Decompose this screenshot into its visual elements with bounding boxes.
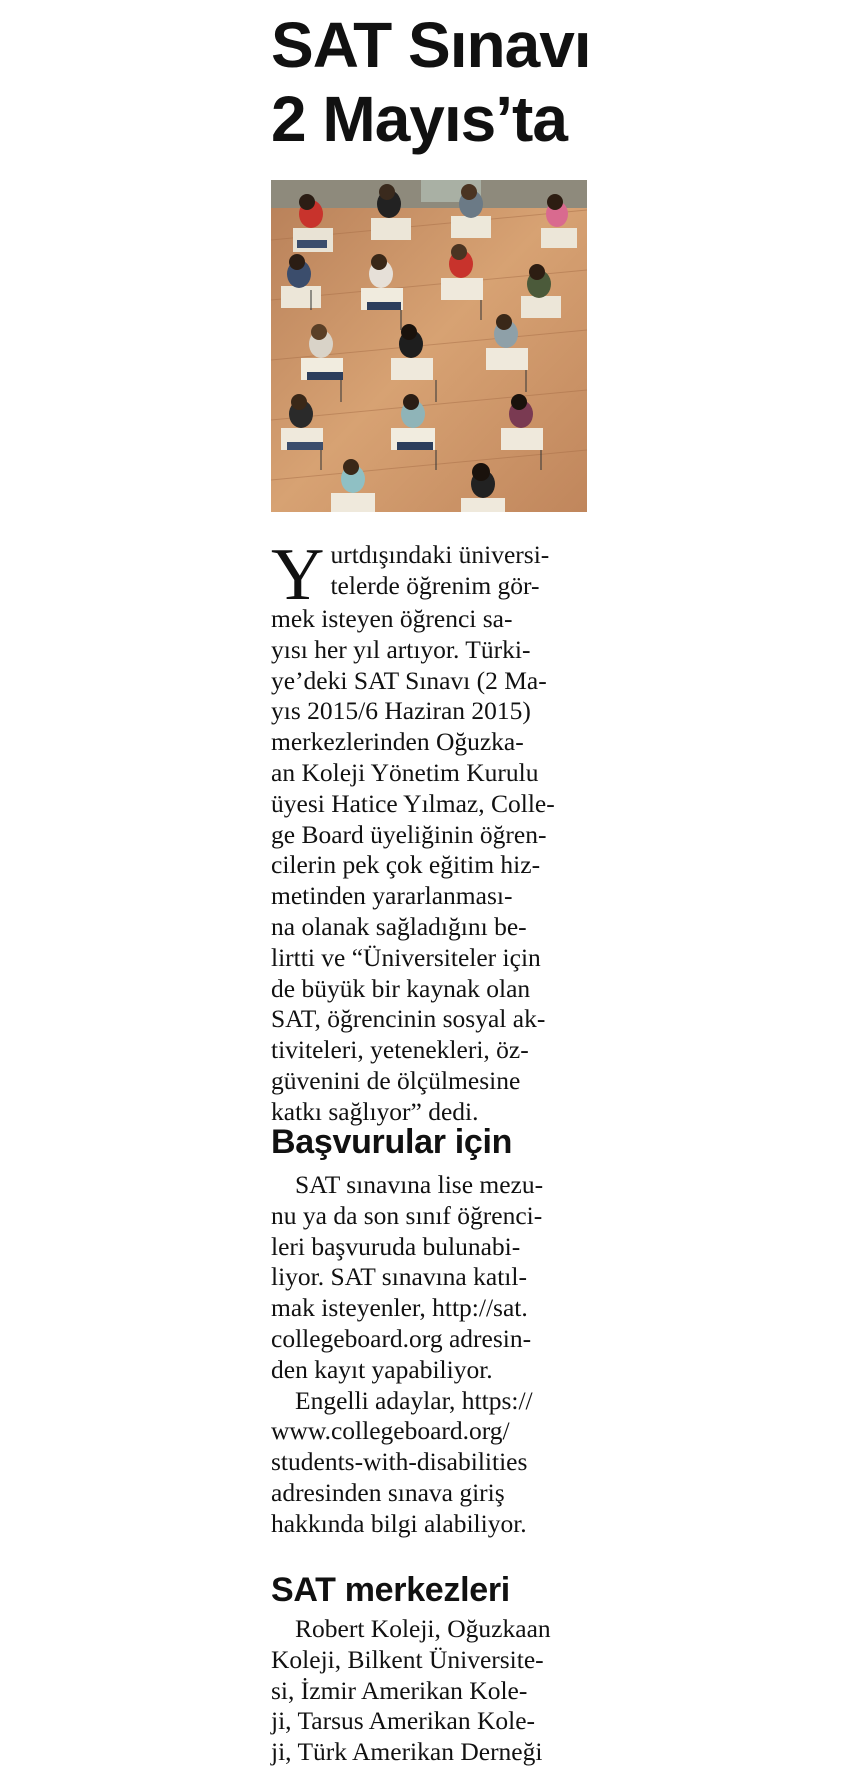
section-line: adresinden sınava giriş bbox=[271, 1477, 505, 1507]
section-line: nu ya da son sınıf öğrenci- bbox=[271, 1200, 543, 1230]
intro-line: an Koleji Yönetim Kurulu bbox=[271, 757, 539, 787]
intro-line: tiviteleri, yetenekleri, öz- bbox=[271, 1035, 529, 1065]
intro-line: na olanak sağladığını be- bbox=[271, 911, 527, 941]
section-line: collegeboard.org adresin- bbox=[271, 1323, 532, 1353]
intro-paragraph bbox=[271, 534, 587, 1128]
headline-line-1: SAT Sınavı bbox=[271, 9, 591, 81]
exam-hall-photo bbox=[271, 180, 587, 512]
section-line: hakkında bilgi alabiliyor. bbox=[271, 1508, 527, 1538]
intro-line: lirtti ve “Üniversiteler için bbox=[271, 942, 541, 972]
section-title: SAT merkezleri bbox=[271, 1571, 510, 1609]
section-line: ji, Türk Amerikan Derneği bbox=[271, 1737, 543, 1767]
intro-line: yıs 2015/6 Haziran 2015) bbox=[271, 696, 531, 726]
intro-line: mek isteyen öğrenci sa- bbox=[271, 604, 513, 633]
section-line: leri başvuruda bulunabi- bbox=[271, 1231, 521, 1261]
intro-line: ge Board üyeliğinin öğren- bbox=[271, 819, 547, 849]
section-line: mak isteyenler, http://sat. bbox=[271, 1293, 528, 1323]
section-centers bbox=[271, 1570, 587, 1768]
dropcap: Y bbox=[271, 534, 325, 616]
intro-line: güvenini de ölçülmesine bbox=[271, 1065, 521, 1095]
intro-line: telerde öğrenim gör- bbox=[330, 570, 540, 600]
section-applications bbox=[271, 1122, 587, 1540]
section-line: ji, Tarsus Amerikan Kole- bbox=[271, 1706, 536, 1736]
intro-line: yısı her yıl artıyor. Türki- bbox=[271, 634, 531, 664]
intro-line: merkezlerinden Oğuzka- bbox=[271, 727, 524, 757]
intro-line: ye’deki SAT Sınavı (2 Ma- bbox=[271, 665, 547, 695]
section-line: Robert Koleji, Oğuzkaan bbox=[295, 1614, 551, 1643]
section-line: Engelli adaylar, https:// bbox=[295, 1385, 533, 1415]
section-line: students-with-disabilities bbox=[271, 1447, 528, 1477]
section-line: liyor. SAT sınavına katıl- bbox=[271, 1262, 527, 1292]
intro-line: metinden yararlanması- bbox=[271, 881, 513, 911]
intro-line: SAT, öğrencinin sosyal ak- bbox=[271, 1004, 546, 1034]
section-line: SAT sınavına lise mezu- bbox=[295, 1170, 544, 1199]
headline-line-2: 2 Mayıs’ta bbox=[271, 83, 567, 155]
section-line: www.collegeboard.org/ bbox=[271, 1416, 510, 1446]
section-line: den kayıt yapabiliyor. bbox=[271, 1354, 493, 1384]
section-line: Koleji, Bilkent Üniversite- bbox=[271, 1644, 544, 1674]
section-line: si, İzmir Amerikan Kole- bbox=[271, 1675, 528, 1705]
intro-line: üyesi Hatice Yılmaz, Colle- bbox=[271, 788, 555, 818]
section-title: Başvurular için bbox=[271, 1123, 513, 1161]
intro-line: de büyük bir kaynak olan bbox=[271, 973, 531, 1003]
intro-line: urtdışındaki üniversi- bbox=[330, 540, 550, 569]
headline bbox=[271, 8, 601, 156]
intro-line: cilerin pek çok eğitim hiz- bbox=[271, 850, 541, 880]
intro-line: katkı sağlıyor” dedi. bbox=[271, 1096, 479, 1126]
